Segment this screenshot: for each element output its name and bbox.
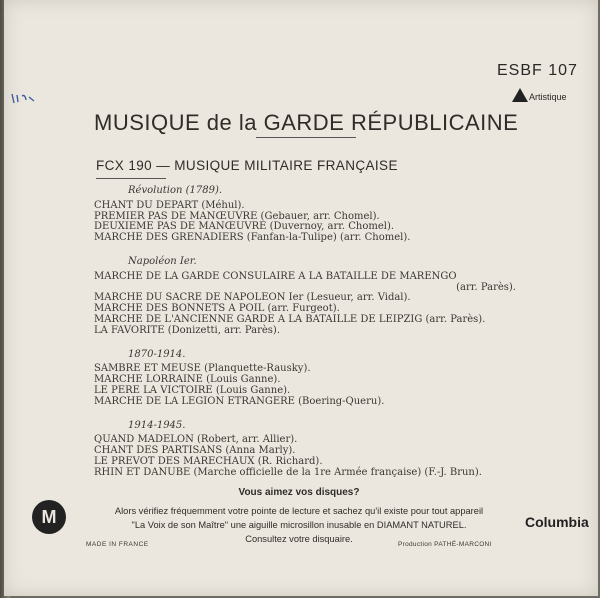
track-item: MARCHE DE L'ANCIENNE GARDE A LA BATAILLE DE LEIPZIG (arr. Parès). [94, 313, 486, 325]
track-item: LA FAVORITE (Donizetti, arr. Parès). [94, 324, 280, 336]
period-group [94, 257, 534, 337]
period-heading: 1914-1945. [128, 419, 186, 431]
columbia-logo: Columbia [525, 514, 589, 530]
catalog-number: ESBF 107 [497, 62, 578, 79]
track-item: DEUXIEME PAS DE MANŒUVRE (Duvernoy, arr. Chomel). [94, 221, 395, 233]
handwritten-mark [8, 92, 38, 106]
track-item: MARCHE LORRAINE (Louis Ganne). [94, 374, 281, 386]
footer-line: Consultez votre disquaire. [245, 534, 353, 544]
track-item: LE PERE LA VICTOIRE (Louis Ganne). [94, 384, 291, 396]
footer-notice [64, 487, 534, 546]
period-heading: Révolution (1789). [128, 185, 223, 196]
made-in-france: MADE IN FRANCE [86, 541, 149, 548]
period-group [94, 186, 534, 244]
period-heading: 1870-1914. [128, 348, 186, 360]
track-list [94, 186, 534, 492]
track-item: MARCHE DU SACRE DE NAPOLEON Ier (Lesueur, arr. Vidal). [94, 292, 411, 304]
album-title: MUSIQUE de la GARDE RÉPUBLICAINE [94, 110, 519, 135]
production-credit: Production PATHÉ-MARCONI [398, 541, 492, 548]
track-item: RHIN ET DANUBE (Marche officielle de la 1re Armée française) (F.-J. Brun). [94, 466, 482, 478]
title-underline [256, 137, 356, 138]
period-heading: Napoléon Ier. [128, 255, 197, 267]
record-sleeve-back [4, 0, 598, 596]
pathe-marconi-logo-icon: M [32, 500, 66, 534]
footer-line: Alors vérifiez fréquemment votre pointe de lecture et sachez qu'il existe pour tout appareil [114, 506, 484, 516]
track-item: QUAND MADELON (Robert, arr. Allier). [94, 434, 298, 446]
track-item: CHANT DES PARTISANS (Anna Marly). [94, 445, 296, 457]
album-subtitle: FCX 190 — MUSIQUE MILITAIRE FRANÇAISE [96, 158, 398, 173]
artistique-label [512, 88, 567, 102]
track-item: LE PREVOT DES MARECHAUX (R. Richard). [94, 455, 323, 467]
period-group [94, 421, 534, 479]
period-group [94, 350, 534, 408]
track-item: CHANT DU DEPART (Méhul). [94, 199, 245, 211]
track-item: SAMBRE ET MEUSE (Planquette-Rausky). [94, 363, 311, 375]
artistique-text: Artistique [529, 92, 567, 102]
footer-line: "La Voix de son Maître" une aiguille microsillon inusable en DIAMANT NATUREL. [131, 520, 467, 530]
track-item: PREMIER PAS DE MANŒUVRE (Gebauer, arr. Chomel). [94, 210, 380, 222]
subtitle-underline [96, 178, 166, 179]
track-item-continuation: (arr. Parès). [456, 281, 516, 293]
track-item: MARCHE DE LA LEGION ETRANGERE (Boering-Queru). [94, 395, 385, 407]
track-item: MARCHE DES GRENADIERS (Fanfan-la-Tulipe) (arr. Chomel). [94, 232, 411, 244]
track-item: MARCHE DE LA GARDE CONSULAIRE A LA BATAILLE DE MARENGO [94, 270, 457, 282]
footer-question: Vous aimez vos disques? [238, 487, 360, 498]
triangle-logo-icon [512, 88, 528, 102]
track-item: MARCHE DES BONNETS A POIL (arr. Furgeot). [94, 303, 340, 315]
